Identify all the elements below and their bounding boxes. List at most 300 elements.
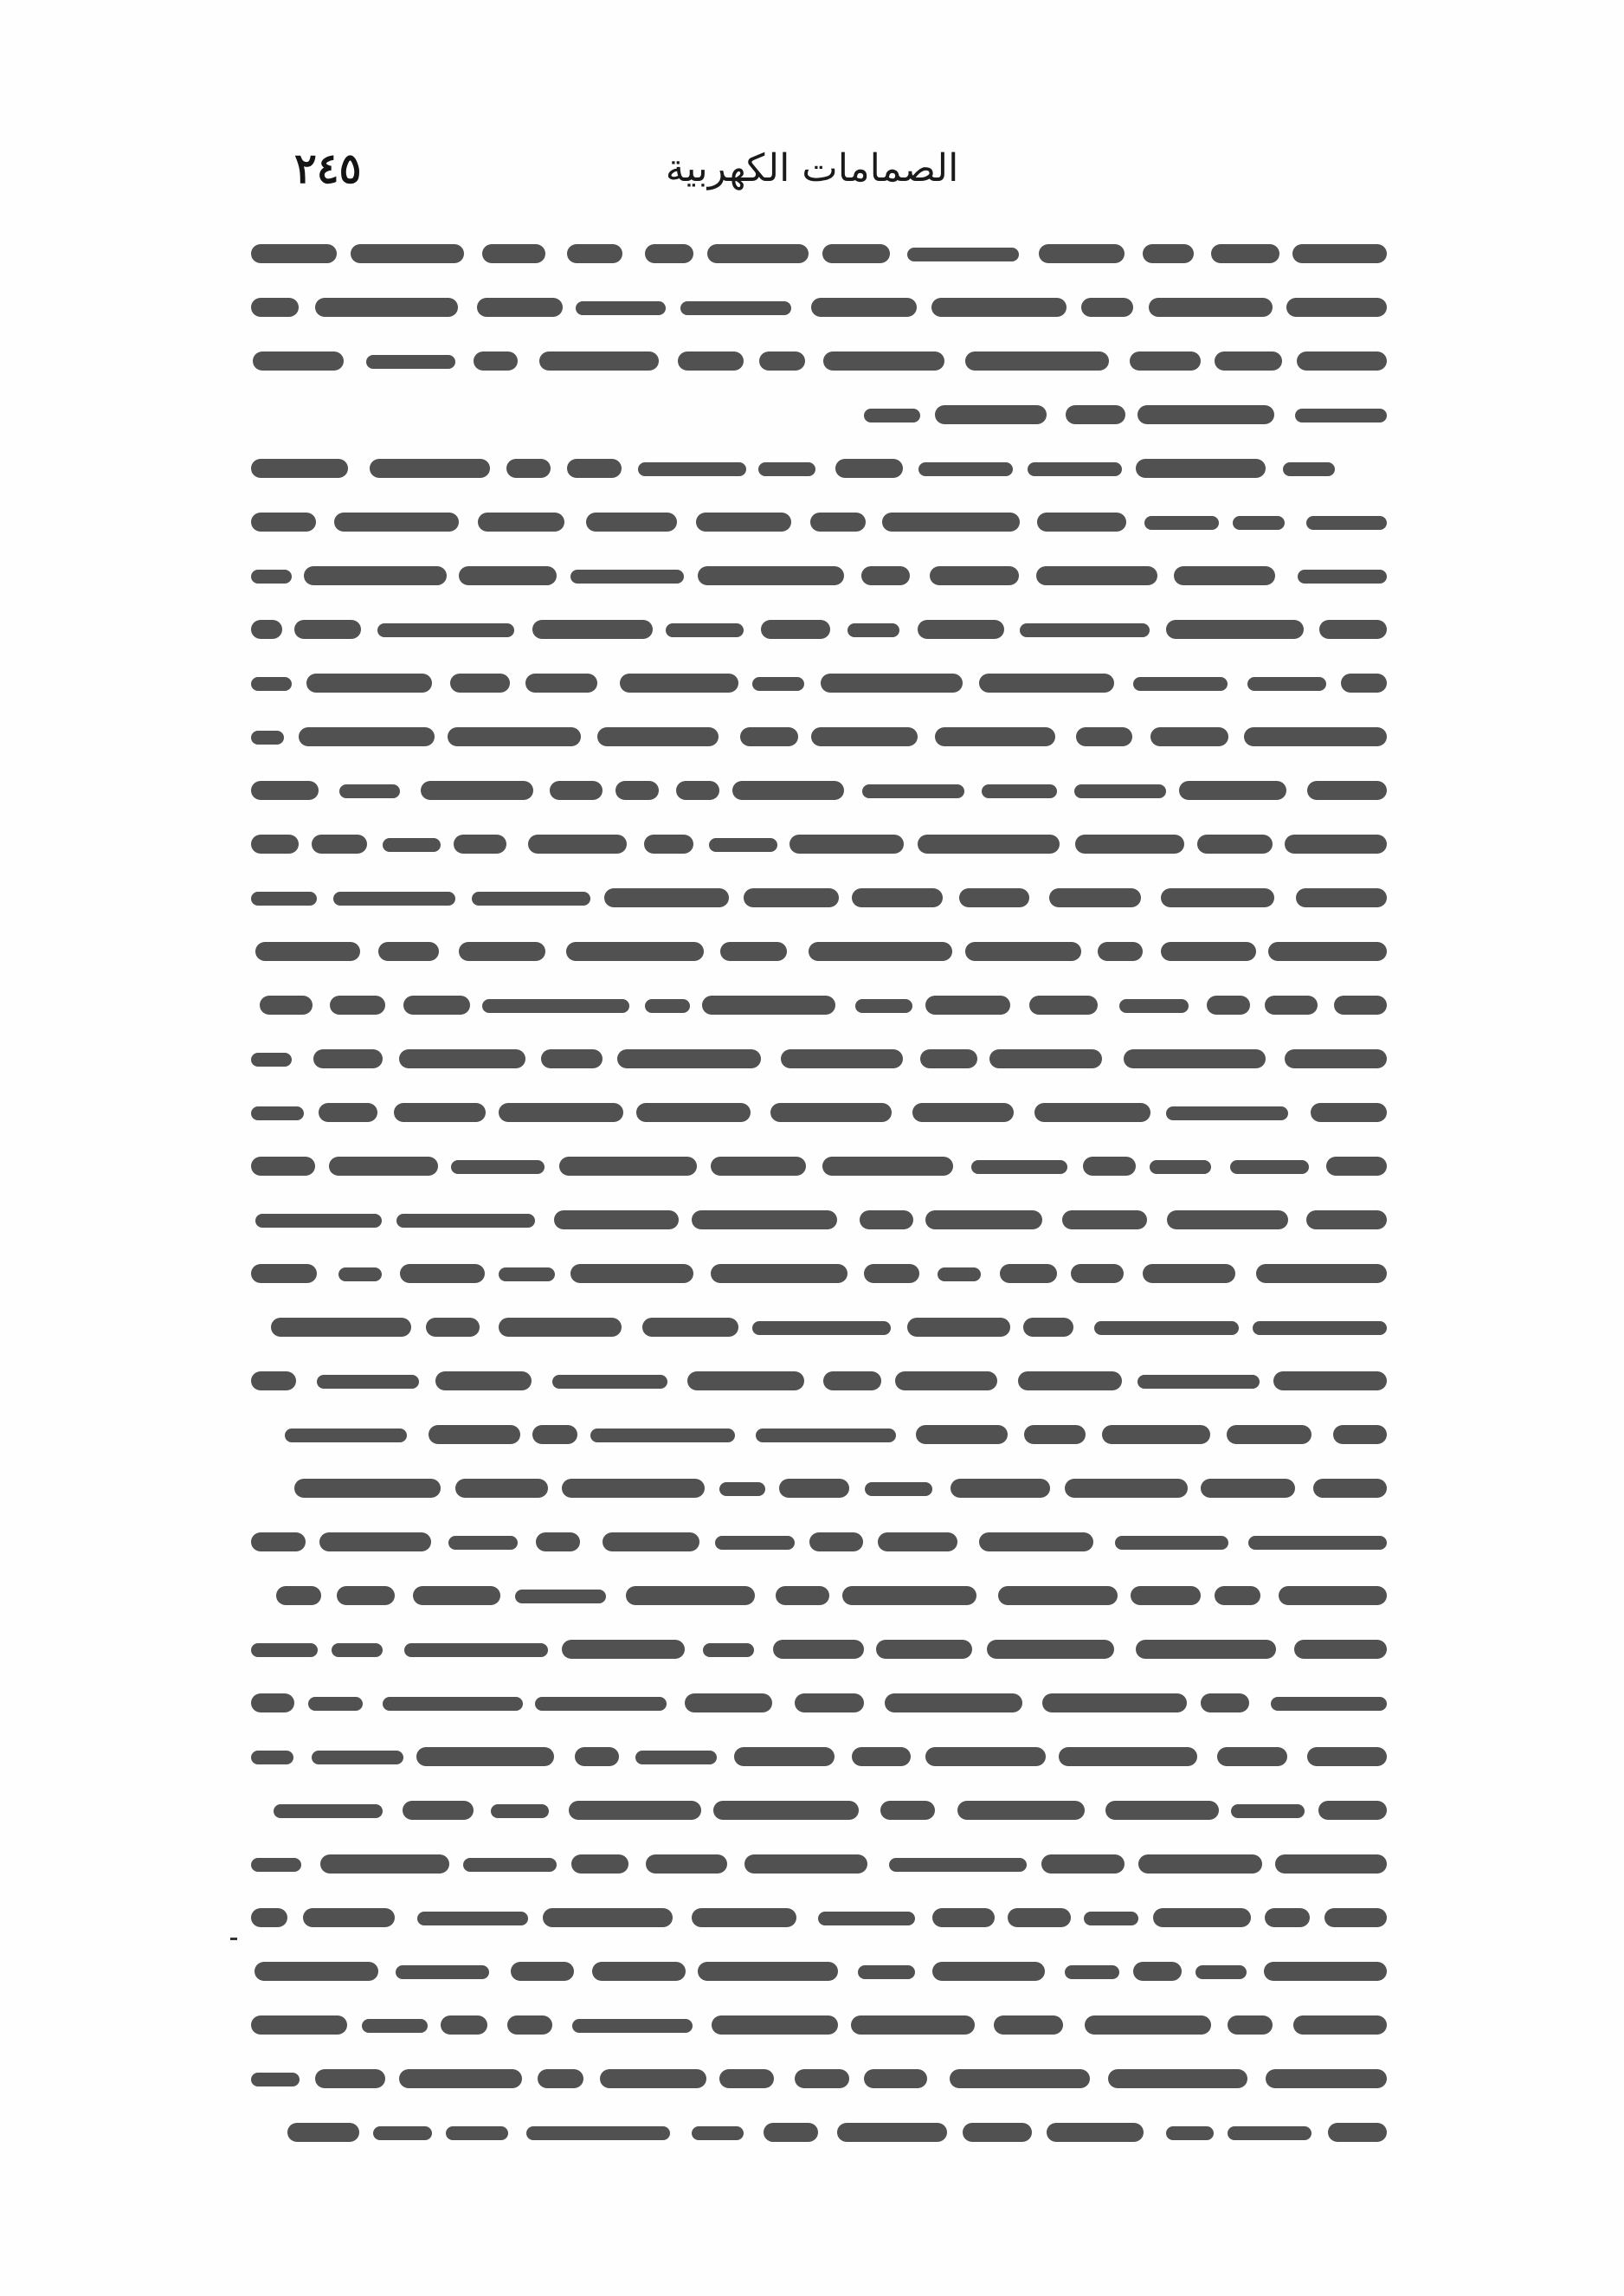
text-word <box>1071 1264 1124 1283</box>
text-word <box>1266 2069 1387 2088</box>
text-word <box>957 1801 1085 1820</box>
text-word <box>562 1640 685 1659</box>
text-word <box>334 513 459 532</box>
text-word <box>1018 1371 1122 1390</box>
text-word <box>333 892 455 906</box>
text-word <box>251 298 299 317</box>
text-word <box>403 1801 474 1820</box>
text-word <box>696 513 791 532</box>
text-word <box>1244 727 1387 746</box>
text-word <box>1075 835 1184 854</box>
text-word <box>315 298 458 317</box>
text-line <box>251 334 1387 384</box>
text-word <box>744 1854 867 1874</box>
text-word <box>532 620 653 639</box>
text-word <box>454 835 506 854</box>
text-word <box>459 942 545 961</box>
text-word <box>525 674 597 693</box>
text-word <box>920 1049 977 1068</box>
text-word <box>459 566 557 585</box>
text-line <box>251 925 1387 975</box>
text-word <box>810 513 866 532</box>
text-word <box>692 1210 837 1229</box>
text-word <box>1065 1965 1119 1979</box>
text-word <box>759 351 805 371</box>
text-word <box>925 1747 1046 1766</box>
text-word <box>1133 677 1228 691</box>
text-word <box>576 301 666 315</box>
text-word <box>303 1908 395 1927</box>
text-word <box>435 1371 532 1390</box>
text-word <box>330 996 385 1015</box>
text-word <box>1201 1693 1249 1712</box>
text-line <box>251 603 1387 653</box>
text-word <box>895 1371 997 1390</box>
text-word <box>1084 1912 1138 1925</box>
text-word <box>251 835 299 854</box>
text-word <box>885 1693 1022 1712</box>
text-word <box>1324 1908 1387 1927</box>
running-head <box>0 139 1624 199</box>
text-word <box>878 1532 957 1551</box>
text-word <box>396 1214 535 1228</box>
text-word <box>1268 942 1387 961</box>
text-word <box>528 835 627 854</box>
text-word <box>620 674 738 693</box>
text-word <box>773 1640 864 1659</box>
text-word <box>539 351 659 371</box>
text-word <box>474 351 518 371</box>
text-line <box>251 495 1387 545</box>
text-word <box>685 1693 772 1712</box>
text-word <box>251 892 317 906</box>
text-word <box>1130 351 1201 371</box>
text-word <box>271 1318 411 1337</box>
text-word <box>416 1747 554 1766</box>
text-word <box>526 2126 670 2140</box>
text-word <box>715 1536 795 1550</box>
text-word <box>294 620 361 639</box>
text-word <box>450 674 510 693</box>
text-word <box>499 1103 623 1122</box>
text-word <box>478 513 564 532</box>
text-word <box>713 1801 859 1820</box>
text-word <box>1319 620 1387 639</box>
text-line <box>251 1730 1387 1780</box>
text-line <box>251 1783 1387 1834</box>
text-word <box>1136 459 1266 478</box>
text-word <box>752 677 804 691</box>
text-word <box>251 1643 318 1657</box>
text-word <box>604 888 729 907</box>
text-word <box>1153 1908 1251 1927</box>
text-word <box>251 244 337 263</box>
text-word <box>1231 1804 1305 1818</box>
text-word <box>1161 942 1256 961</box>
text-word <box>1085 2015 1211 2035</box>
text-word <box>1211 244 1279 263</box>
text-word <box>1081 298 1133 317</box>
text-word <box>597 727 719 746</box>
text-word <box>1049 888 1141 907</box>
text-word <box>308 1697 363 1711</box>
text-word <box>703 1643 754 1657</box>
text-word <box>377 623 514 637</box>
text-word <box>383 1697 523 1711</box>
text-word <box>809 942 952 961</box>
text-word <box>1166 620 1304 639</box>
text-line <box>251 978 1387 1029</box>
text-word <box>1131 1586 1201 1605</box>
text-word <box>779 1479 849 1498</box>
text-word <box>709 838 777 852</box>
text-word <box>1307 1747 1387 1766</box>
text-word <box>795 2069 849 2088</box>
text-word <box>1233 516 1285 530</box>
text-word <box>1150 1160 1211 1174</box>
text-word <box>251 1053 292 1067</box>
text-word <box>963 2123 1032 2142</box>
text-word <box>950 2069 1090 2088</box>
text-word <box>1228 2126 1311 2140</box>
text-word <box>823 351 944 371</box>
text-word <box>329 1157 438 1176</box>
text-word <box>251 1908 287 1927</box>
text-word <box>617 1049 761 1068</box>
text-word <box>615 781 659 800</box>
text-word <box>287 2123 359 2142</box>
text-word <box>1167 1210 1288 1229</box>
text-word <box>1230 1160 1309 1174</box>
text-word <box>446 2126 508 2140</box>
text-word <box>441 2015 487 2035</box>
text-word <box>251 1264 317 1283</box>
text-word <box>865 1482 932 1496</box>
text-word <box>982 784 1057 798</box>
text-word <box>680 301 791 315</box>
text-word <box>1286 298 1387 317</box>
text-word <box>811 727 918 746</box>
text-word <box>400 1264 485 1283</box>
text-line <box>251 1515 1387 1565</box>
text-word <box>251 459 348 478</box>
text-word <box>676 781 719 800</box>
text-word <box>1313 1479 1387 1498</box>
text-word <box>1138 1854 1262 1874</box>
text-word <box>1115 1536 1228 1550</box>
text-word <box>482 244 545 263</box>
text-word <box>842 1586 976 1605</box>
text-word <box>1318 1801 1387 1820</box>
text-word <box>1333 1425 1387 1444</box>
body-text <box>251 227 1387 2157</box>
text-word <box>515 1590 606 1603</box>
text-word <box>571 1854 628 1874</box>
text-word <box>907 1318 1010 1337</box>
text-word <box>698 566 844 585</box>
text-line <box>251 1569 1387 1619</box>
text-word <box>711 1157 806 1176</box>
text-word <box>472 892 590 906</box>
text-line <box>251 1086 1387 1136</box>
text-word <box>507 2015 552 2035</box>
text-word <box>600 2069 706 2088</box>
text-word <box>448 1536 518 1550</box>
text-line <box>251 710 1387 760</box>
text-word <box>421 781 533 800</box>
text-word <box>1041 1854 1125 1874</box>
text-word <box>864 1264 919 1283</box>
text-line <box>251 442 1335 492</box>
text-word <box>567 244 622 263</box>
text-line <box>251 2052 1387 2102</box>
text-word <box>1150 727 1228 746</box>
text-word <box>1133 1962 1182 1981</box>
text-line <box>251 1247 1387 1297</box>
text-line <box>251 1354 1387 1404</box>
text-word <box>255 1962 378 1981</box>
text-word <box>251 570 292 584</box>
text-word <box>550 781 603 800</box>
text-word <box>570 1264 693 1283</box>
text-word <box>562 1479 705 1498</box>
text-word <box>499 1267 555 1281</box>
text-word <box>337 1586 395 1605</box>
text-word <box>463 1858 557 1872</box>
text-word <box>740 727 798 746</box>
text-word <box>1161 888 1274 907</box>
text-word <box>255 1214 382 1228</box>
text-word <box>554 1210 679 1229</box>
text-word <box>852 888 943 907</box>
text-word <box>1036 566 1157 585</box>
text-word <box>1326 1157 1387 1176</box>
text-word <box>1201 1479 1295 1498</box>
text-line <box>251 281 1387 331</box>
text-line <box>864 388 1387 438</box>
text-word <box>1294 1640 1387 1659</box>
text-word <box>719 1482 765 1496</box>
text-word <box>918 835 1060 854</box>
text-word <box>306 674 432 693</box>
text-word <box>702 996 835 1015</box>
text-word <box>935 405 1047 424</box>
text-word <box>852 1747 911 1766</box>
text-word <box>251 1751 293 1764</box>
text-word <box>1298 570 1387 584</box>
text-word <box>707 244 809 263</box>
text-word <box>1228 2015 1273 2035</box>
text-word <box>1028 462 1122 476</box>
text-word <box>251 1858 301 1872</box>
text-word <box>925 996 1010 1015</box>
text-word <box>251 2015 347 2035</box>
text-word <box>635 1751 717 1764</box>
text-word <box>1065 1479 1188 1498</box>
text-word <box>876 1640 972 1659</box>
text-word <box>1047 2123 1144 2142</box>
text-word <box>711 1264 847 1283</box>
text-word <box>837 2123 947 2142</box>
text-word <box>932 1908 995 1927</box>
text-line <box>251 2106 1387 2156</box>
text-word <box>918 462 1013 476</box>
text-word <box>687 1371 804 1390</box>
text-word <box>299 727 435 746</box>
text-word <box>251 1371 296 1390</box>
text-line <box>251 549 1387 599</box>
text-word <box>1137 405 1274 424</box>
text-word <box>285 1429 407 1442</box>
text-line <box>251 1300 1387 1351</box>
text-word <box>1195 1965 1247 1979</box>
text-word <box>1271 1697 1387 1711</box>
text-word <box>570 570 684 584</box>
text-word <box>638 462 746 476</box>
text-word <box>1328 2123 1387 2142</box>
text-word <box>477 298 563 317</box>
text-word <box>1008 1908 1071 1927</box>
text-word <box>636 1103 751 1122</box>
text-word <box>251 1106 304 1120</box>
text-word <box>752 1321 891 1335</box>
text-word <box>253 351 344 371</box>
text-word <box>1311 1103 1387 1122</box>
text-word <box>403 996 470 1015</box>
text-word <box>1253 1321 1387 1335</box>
text-line <box>251 1032 1387 1082</box>
text-word <box>862 784 964 798</box>
text-word <box>566 942 704 961</box>
text-word <box>998 1586 1118 1605</box>
text-word <box>692 2126 744 2140</box>
text-word <box>366 355 455 369</box>
text-word <box>776 1586 829 1605</box>
running-title: الصمامات الكهربية <box>665 146 959 190</box>
text-word <box>1149 298 1273 317</box>
text-word <box>795 1693 864 1712</box>
text-word <box>907 248 1019 261</box>
text-word <box>979 674 1114 693</box>
text-word <box>351 244 464 263</box>
text-word <box>1296 888 1387 907</box>
text-word <box>370 459 490 478</box>
text-word <box>835 459 903 478</box>
text-word <box>930 566 1019 585</box>
text-word <box>823 1371 881 1390</box>
text-word <box>916 1425 1008 1444</box>
text-word <box>251 677 292 691</box>
text-word <box>315 2069 385 2088</box>
text-word <box>1124 1049 1266 1068</box>
text-word <box>645 999 690 1013</box>
text-word <box>626 1586 755 1605</box>
text-word <box>932 1962 1045 1981</box>
text-line <box>251 1891 1387 1941</box>
text-word <box>426 1318 480 1337</box>
text-word <box>847 623 899 637</box>
text-word <box>925 1210 1042 1229</box>
text-word <box>294 1479 441 1498</box>
text-word <box>251 781 319 800</box>
text-word <box>1083 1157 1136 1176</box>
text-word <box>994 2015 1063 2035</box>
text-word <box>720 942 787 961</box>
text-word <box>1264 1962 1387 1981</box>
text-word <box>938 1267 981 1281</box>
text-word <box>989 1049 1102 1068</box>
text-word <box>882 513 1020 532</box>
text-word <box>979 1532 1093 1551</box>
text-word <box>373 2126 432 2140</box>
text-word <box>559 1157 697 1176</box>
text-word <box>965 942 1081 961</box>
text-line <box>251 656 1387 706</box>
text-word <box>575 1747 619 1766</box>
text-word <box>1256 1264 1387 1283</box>
text-word <box>1197 835 1273 854</box>
text-word <box>1297 351 1387 371</box>
text-word <box>455 1479 548 1498</box>
text-word <box>1217 1747 1287 1766</box>
text-word <box>1119 999 1189 1013</box>
text-word <box>818 1912 915 1925</box>
text-word <box>319 1103 377 1122</box>
text-word <box>396 1965 489 1979</box>
text-word <box>719 2069 774 2088</box>
text-word <box>1137 1375 1260 1389</box>
text-word <box>1034 1103 1150 1122</box>
text-word <box>312 835 367 854</box>
text-line <box>251 1676 1387 1726</box>
text-word <box>319 1532 431 1551</box>
text-word <box>383 838 441 852</box>
text-word <box>822 244 890 263</box>
text-word <box>572 2019 693 2033</box>
text-word <box>712 2015 838 2035</box>
text-word <box>1275 1854 1387 1874</box>
text-word <box>491 1804 549 1818</box>
text-word <box>304 566 447 585</box>
text-word <box>880 1801 935 1820</box>
text-word <box>1166 2126 1214 2140</box>
text-word <box>1020 623 1150 637</box>
text-word <box>535 1697 667 1711</box>
text-word <box>959 888 1029 907</box>
text-word <box>251 1157 315 1176</box>
text-word <box>1042 1693 1187 1712</box>
text-word <box>1074 784 1166 798</box>
text-word <box>1076 727 1132 746</box>
text-word <box>1285 835 1387 854</box>
text-word <box>1285 1049 1387 1068</box>
text-word <box>1066 405 1125 424</box>
text-word <box>448 727 581 746</box>
text-line <box>251 1837 1387 1887</box>
text-word <box>732 781 844 800</box>
text-word <box>451 1160 545 1174</box>
text-word <box>538 2069 583 2088</box>
text-word <box>532 1425 577 1444</box>
text-word <box>756 1429 896 1442</box>
text-word <box>251 1693 294 1712</box>
text-word <box>317 1375 419 1389</box>
text-word <box>536 1532 580 1551</box>
text-word <box>764 2123 818 2142</box>
text-word <box>1098 942 1143 961</box>
text-word <box>312 1751 403 1764</box>
text-word <box>543 1908 673 1927</box>
